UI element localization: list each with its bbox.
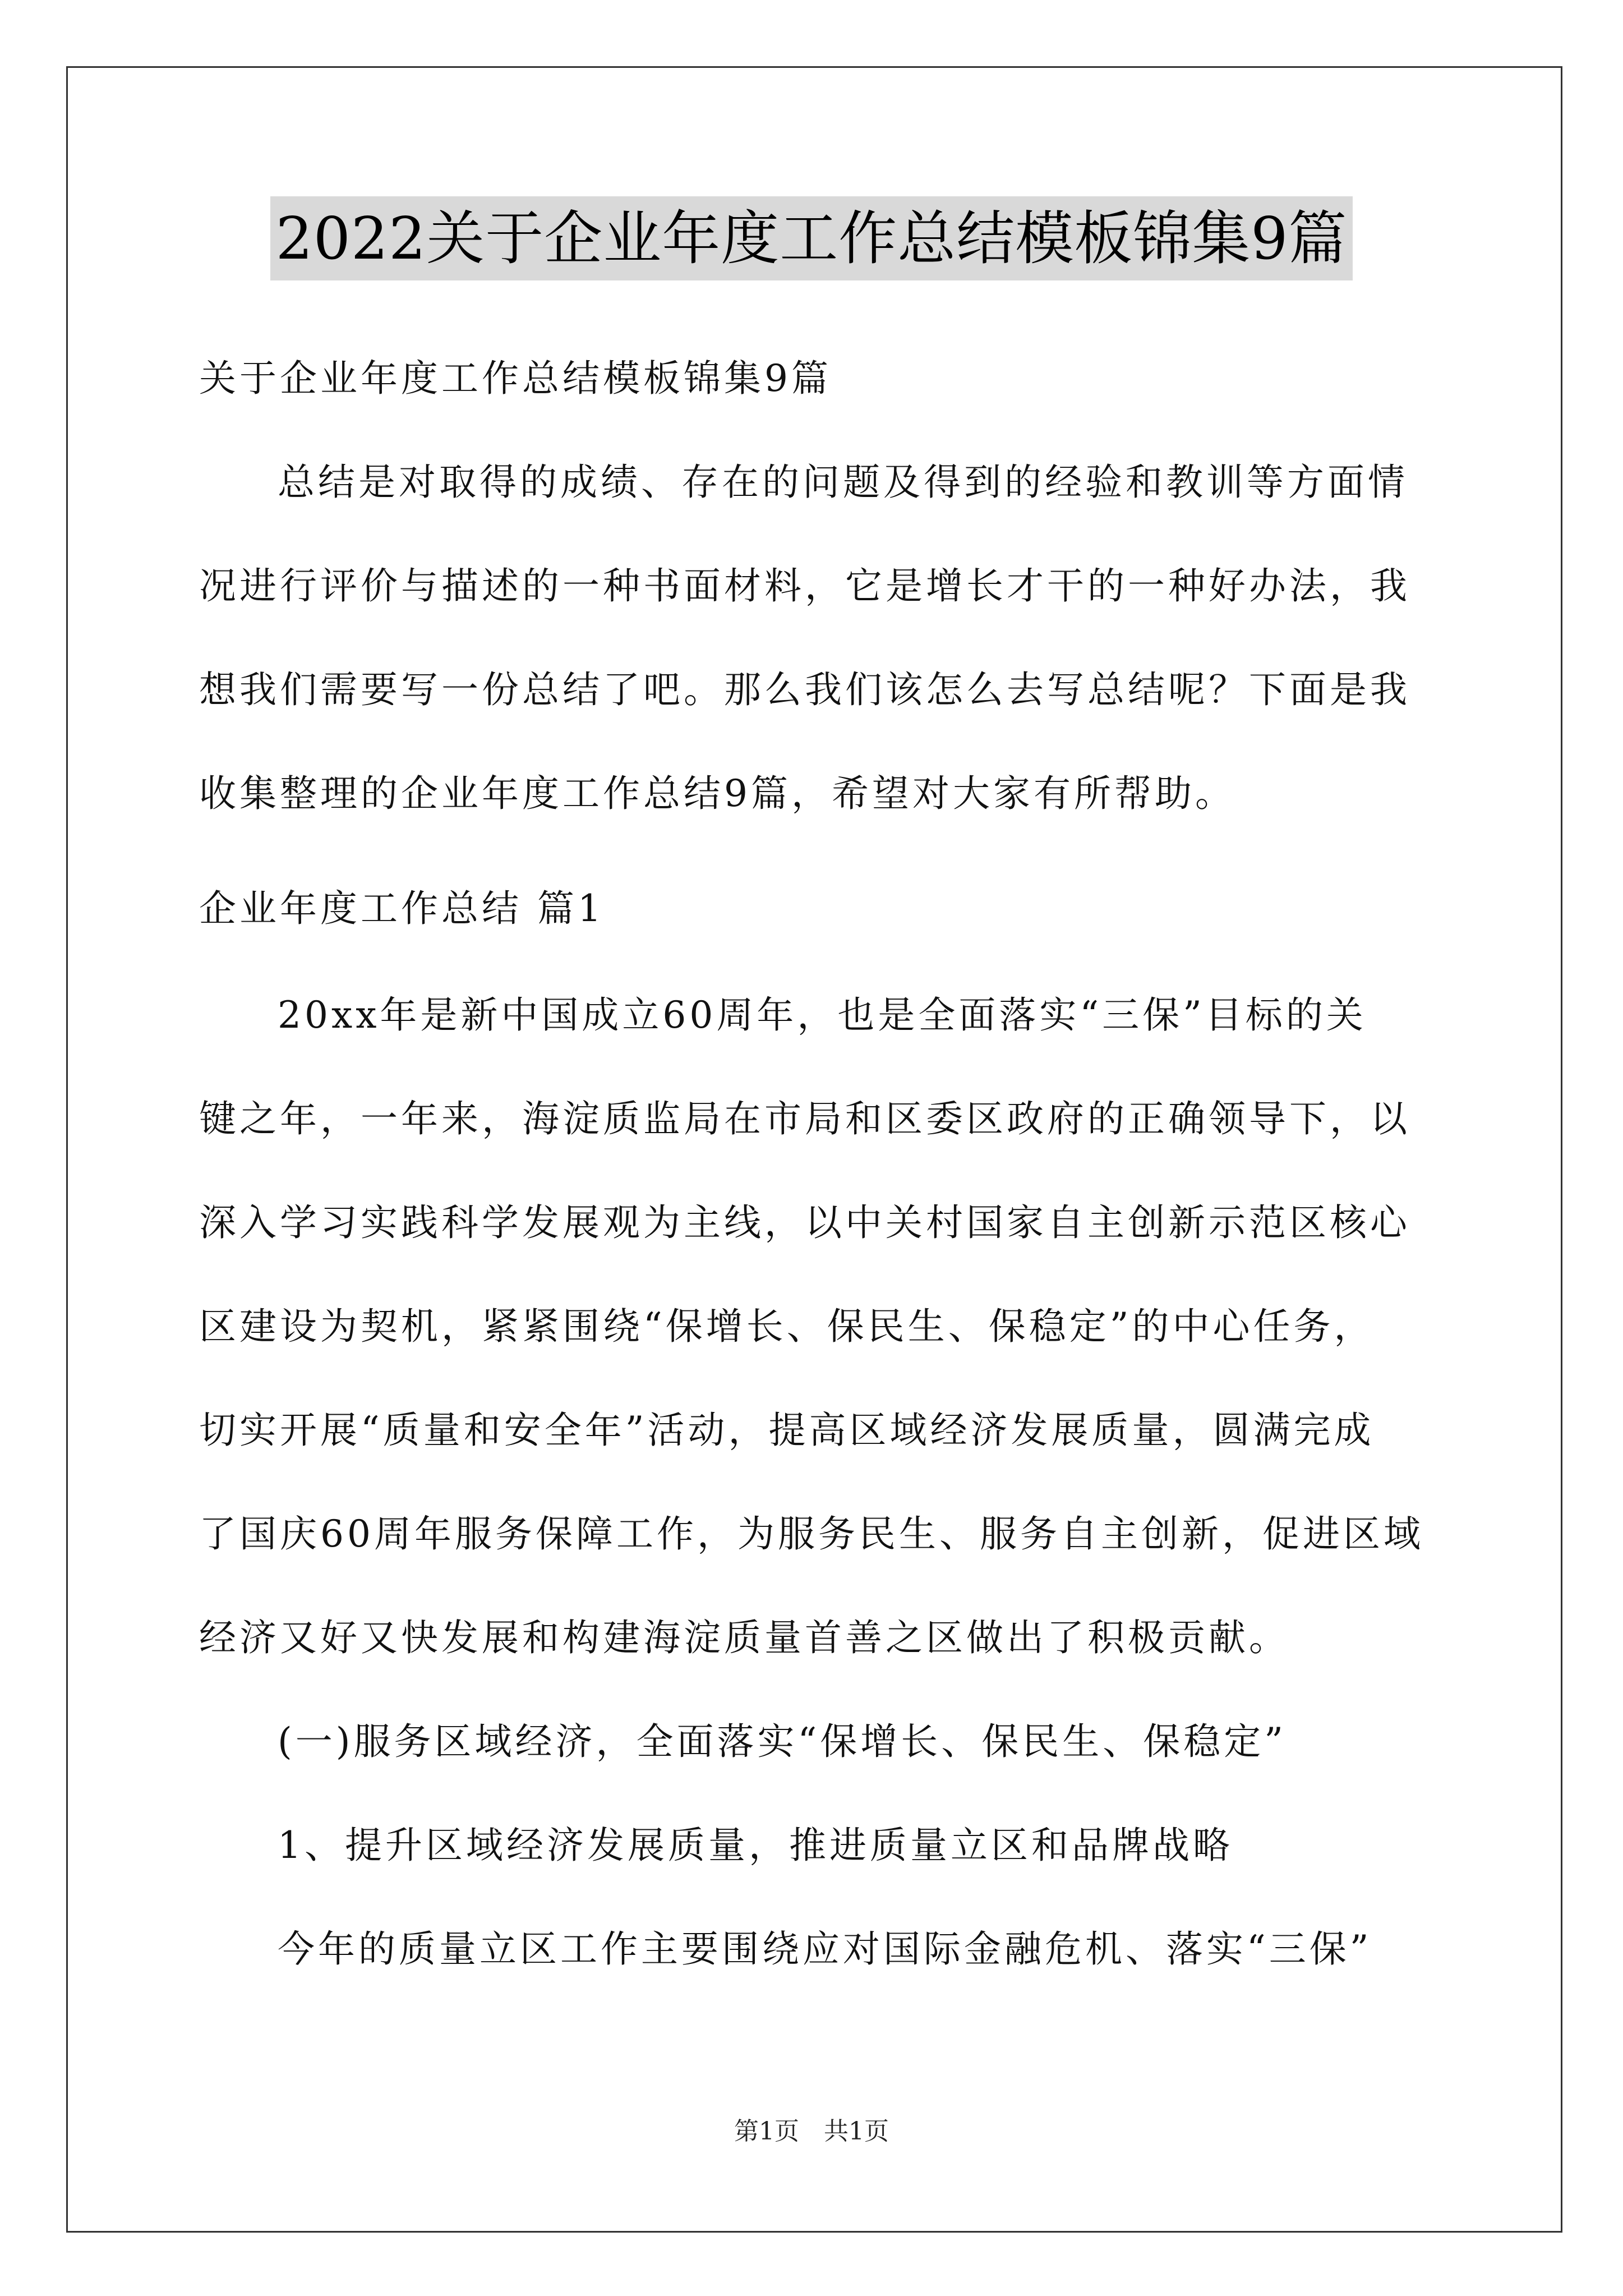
body-line: 切实开展“质量和安全年”活动，提高区域经济发展质量，圆满完成 <box>199 1409 1375 1452</box>
body-line: 了国庆60周年服务保障工作，为服务民生、服务自主创新，促进区域 <box>199 1512 1424 1556</box>
body-line: 今年的质量立区工作主要围绕应对国际金融危机、落实“三保” <box>278 1927 1372 1971</box>
body-line: 20xx年是新中国成立60周年，也是全面落实“三保”目标的关 <box>278 993 1367 1037</box>
intro-line: 况进行评价与描述的一种书面材料，它是增长才干的一种好办法，我 <box>199 564 1410 608</box>
document-subtitle: 关于企业年度工作总结模板锦集9篇 <box>199 357 832 400</box>
page-footer: 第1页 共1页 <box>734 2117 889 2146</box>
section-heading: 企业年度工作总结 篇1 <box>199 887 605 930</box>
subheading: (一)服务区域经济，全面落实“保增长、保民生、保稳定” <box>278 1720 1287 1763</box>
document-title: 2022关于企业年度工作总结模板锦集9篇 <box>270 196 1353 280</box>
title-container <box>0 196 1623 280</box>
body-line: 深入学习实践科学发展观为主线，以中关村国家自主创新示范区核心 <box>199 1201 1410 1244</box>
body-line: 区建设为契机，紧紧围绕“保增长、保民生、保稳定”的中心任务， <box>199 1305 1375 1348</box>
body-line: 经济又好又快发展和构建海淀质量首善之区做出了积极贡献。 <box>199 1616 1289 1659</box>
intro-line: 想我们需要写一份总结了吧。那么我们该怎么去写总结呢？下面是我 <box>199 668 1410 711</box>
intro-line: 总结是对取得的成绩、存在的问题及得到的经验和教训等方面情 <box>278 461 1408 504</box>
intro-line: 收集整理的企业年度工作总结9篇，希望对大家有所帮助。 <box>199 772 1235 815</box>
body-line: 键之年，一年来，海淀质监局在市局和区委区政府的正确领导下，以 <box>199 1097 1410 1140</box>
subheading: 1、提升区域经济发展质量，推进质量立区和品牌战略 <box>278 1824 1233 1867</box>
